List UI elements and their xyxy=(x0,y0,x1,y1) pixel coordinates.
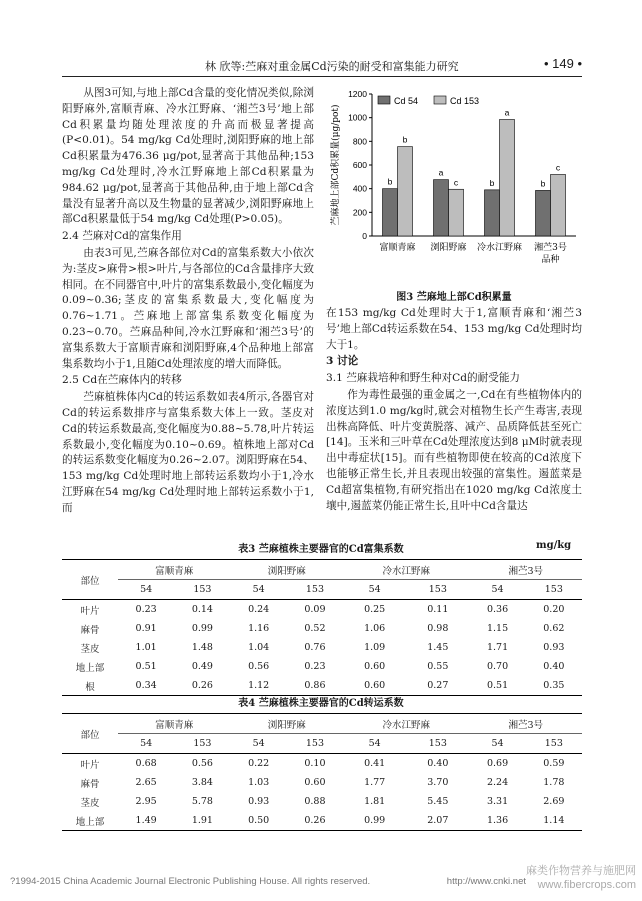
table-cell: 0.60 xyxy=(364,661,386,672)
concentration-header: 153 xyxy=(406,580,469,600)
significance-letter: b xyxy=(387,176,393,187)
table-cell: 1.04 xyxy=(248,642,270,653)
table-cell: 0.99 xyxy=(191,623,213,634)
table-cell: 0.20 xyxy=(543,604,565,615)
y-tick-label: 800 xyxy=(352,136,367,147)
table-row xyxy=(62,676,582,696)
table-cell: 0.60 xyxy=(304,777,326,788)
table-cell: 0.25 xyxy=(364,604,386,615)
significance-letter: a xyxy=(438,167,444,178)
table3-caption: 表3 苎麻植株主要器官的Cd富集系数 xyxy=(238,544,404,555)
x-tick-label: 浏阳野麻 xyxy=(430,243,467,253)
group-header: 富顺青麻 xyxy=(118,560,231,580)
y-tick-label: 600 xyxy=(352,160,367,170)
y-tick-label: 1000 xyxy=(348,112,367,123)
bar xyxy=(449,189,464,236)
bar xyxy=(551,174,566,236)
x-tick-label: 富顺青麻 xyxy=(379,243,416,253)
table-cell: 0.76 xyxy=(304,642,326,653)
page-number: • 149 • xyxy=(544,56,583,71)
table-cell: 0.40 xyxy=(427,758,449,769)
concentration-header: 153 xyxy=(526,580,582,600)
table-cell: 1.12 xyxy=(231,676,287,696)
concentration-header: 153 xyxy=(526,734,582,754)
concentration-header: 153 xyxy=(174,734,230,754)
group-header: 富顺青麻 xyxy=(118,714,231,734)
x-tick-label: 品种 xyxy=(541,255,560,265)
table-cell: 2.07 xyxy=(406,811,469,831)
concentration-header: 54 xyxy=(343,580,406,600)
group-header: 湘苎3号 xyxy=(469,714,582,734)
x-tick-label: 冷水江野麻 xyxy=(476,243,523,253)
table-cell: 5.78 xyxy=(191,796,213,807)
table-cell: 0.55 xyxy=(427,661,449,672)
significance-letter: b xyxy=(489,177,495,188)
table-cell: 0.50 xyxy=(231,811,287,831)
table-cell: 0.68 xyxy=(135,758,157,769)
paragraph: 从图3可知,与地上部Cd含量的变化情况类似,除浏阳野麻外,富顺青麻、冷水江野麻、‘湘苎3号’地上部Cd积累量均随处理浓度的升高而极显著提高(P<0.01)。54 mg/kg Cd处理时,浏阳野麻的地上部Cd积累量为476.36 μg/pot,显著高于其他品种;153 mg/kg Cd处理时,冷水江野麻地上部Cd积累量为984.62 μg/pot,显著高于其他品种,由于地上部Cd含量没有显著升高以及生物量的显著减少,浏阳野麻地上部Cd积累量低于54 mg/kg Cd处理(P>0.05)。 xyxy=(62,87,314,226)
row-label: 麻骨 xyxy=(80,624,100,636)
paragraph: 在153 mg/kg Cd处理时大于1,富顺青麻和‘湘苎3号’地上部Cd转运系数在54、153 mg/kg Cd处理时均大于1。 xyxy=(326,307,582,351)
table-cell: 0.24 xyxy=(248,604,270,615)
table-cell: 0.41 xyxy=(364,758,386,769)
bar xyxy=(485,190,500,236)
table-cell: 0.49 xyxy=(191,661,213,672)
row-label: 地上部 xyxy=(75,662,105,674)
bar xyxy=(536,190,551,236)
group-header: 湘苎3号 xyxy=(469,560,582,580)
header-title: 林 欣等:苎麻对重金属Cd污染的耐受和富集能力研究 xyxy=(205,60,459,73)
section-heading: 3 讨论 xyxy=(326,355,359,368)
x-tick-label: 湘苎3号 xyxy=(534,243,567,253)
table-cell: 0.98 xyxy=(427,623,449,634)
table-cell: 1.77 xyxy=(364,777,386,788)
figure-3-chart xyxy=(324,84,582,304)
table-4 xyxy=(62,713,582,831)
copyright-text: ?1994-2015 China Academic Journal Electronic Publishing House. All rights reserved. xyxy=(10,876,371,887)
table-cell: 0.51 xyxy=(135,661,157,672)
table-cell: 2.95 xyxy=(135,796,157,807)
table-row xyxy=(62,657,582,676)
y-tick-label: 0 xyxy=(362,231,367,241)
table-row xyxy=(62,619,582,638)
table-row xyxy=(62,600,582,620)
table-cell: 0.51 xyxy=(469,676,525,696)
table-cell: 1.78 xyxy=(543,777,565,788)
table-cell: 1.01 xyxy=(135,642,157,653)
table-cell: 0.14 xyxy=(191,604,213,615)
table-cell: 0.91 xyxy=(135,623,157,634)
row-label: 麻骨 xyxy=(80,778,100,790)
table-cell: 1.15 xyxy=(486,623,509,634)
significance-letter: a xyxy=(504,107,510,118)
watermark xyxy=(526,864,636,892)
table-cell: 0.40 xyxy=(543,661,565,672)
group-header: 冷水江野麻 xyxy=(343,560,469,580)
table-cell: 0.60 xyxy=(343,676,406,696)
bar xyxy=(434,180,449,236)
concentration-header: 54 xyxy=(231,734,287,754)
bar xyxy=(398,147,413,236)
row-label: 地上部 xyxy=(62,811,118,831)
table-cell: 0.11 xyxy=(427,604,449,615)
table-cell: 0.88 xyxy=(304,796,326,807)
concentration-header: 54 xyxy=(118,580,174,600)
table-cell: 0.52 xyxy=(304,623,326,634)
watermark-line1: 麻类作物营养与施肥网 xyxy=(526,865,636,877)
table-cell: 0.70 xyxy=(486,661,509,672)
row-label: 茎皮 xyxy=(80,797,100,809)
table-cell: 1.09 xyxy=(364,642,386,653)
section-heading: 2.5 Cd在苎麻体内的转移 xyxy=(62,374,182,387)
table-cell: 1.06 xyxy=(364,623,386,634)
table-cell: 0.69 xyxy=(486,758,509,769)
table-cell: 3.70 xyxy=(427,777,449,788)
table-cell: 2.65 xyxy=(135,777,157,788)
legend-swatch xyxy=(378,96,390,104)
table-row xyxy=(62,754,582,774)
table-cell: 1.16 xyxy=(248,623,270,634)
table-cell: 0.93 xyxy=(248,796,270,807)
row-label: 叶片 xyxy=(80,605,100,617)
table4-caption: 表4 苎麻植株主要器官的Cd转运系数 xyxy=(238,698,404,709)
legend-label: Cd 153 xyxy=(450,96,480,106)
bar xyxy=(383,189,398,236)
table-cell: 1.14 xyxy=(526,811,582,831)
table-cell: 0.22 xyxy=(248,758,270,769)
concentration-header: 54 xyxy=(231,580,287,600)
table-cell: 1.81 xyxy=(364,796,386,807)
left-column xyxy=(62,86,314,517)
table-cell: 3.84 xyxy=(191,777,213,788)
y-axis-label: 苎麻地上部Cd积累量(μg/pot) xyxy=(331,104,341,226)
table-cell: 0.34 xyxy=(118,676,174,696)
significance-letter: b xyxy=(402,134,408,145)
y-tick-label: 400 xyxy=(352,183,367,194)
paragraph: 由表3可见,苎麻各部位对Cd的富集系数大小依次为:茎皮>麻骨>根>叶片,与各部位的Cd含量排序大致相同。在不同器官中,叶片的富集系数最小,变化幅度为0.09~0.36;茎皮的富集系数最大,变化幅度为0.76~1.71。苎麻地上部富集系数变化幅度为0.23~0.70。苎麻品种间,冷水江野麻和‘湘苎3号’的富集系数大于富顺青麻和浏阳野麻,4个品种地上部富集系数均小于1,且随Cd处理浓度的增大而降低。 xyxy=(62,246,314,370)
concentration-header: 54 xyxy=(469,734,525,754)
section-heading: 2.4 苎麻对Cd的富集作用 xyxy=(62,230,182,243)
table-cell: 1.03 xyxy=(248,777,270,788)
significance-letter: c xyxy=(555,162,561,173)
table-cell: 0.99 xyxy=(343,811,406,831)
table-row xyxy=(62,792,582,811)
footer-url[interactable]: http://www.cnki.net xyxy=(446,876,526,887)
table-cell: 0.35 xyxy=(526,676,582,696)
table-cell: 0.23 xyxy=(304,661,326,672)
row-label: 根 xyxy=(62,676,118,696)
table-cell: 3.31 xyxy=(486,796,509,807)
concentration-header: 54 xyxy=(343,734,406,754)
table-cell: 5.45 xyxy=(427,796,449,807)
table-cell: 0.23 xyxy=(135,604,157,615)
table-cell: 0.36 xyxy=(486,604,509,615)
table-cell: 0.27 xyxy=(406,676,469,696)
legend-label: Cd 54 xyxy=(394,96,419,106)
header-rule xyxy=(62,76,582,77)
table-cell: 1.91 xyxy=(174,811,230,831)
paragraph: 作为毒性最强的重金属之一,Cd在有些植物体内的浓度达到1.0 mg/kg时,就会对植物生长产生毒害,表现出株高降低、叶片变黄脱落、减产、品质降低甚至死亡[14]。玉米和三叶草在Cd处理浓度达到8 μM时就表现出中毒症状[15]。而有些植物即使在较高的Cd浓度下也能够正常生长,并且表现出较强的富集性。遏蓝菜是Cd超富集植物,有研究指出在1020 mg/kg Cd浓度土壤中,遏蓝菜仍能正常生长,且叶中Cd含量达 xyxy=(326,388,582,512)
concentration-header: 54 xyxy=(469,580,525,600)
group-header: 浏阳野麻 xyxy=(231,560,344,580)
table-cell: 0.26 xyxy=(174,676,230,696)
bar xyxy=(500,119,515,236)
table-cell: 1.36 xyxy=(469,811,525,831)
watermark-line2: www.fibercrops.com xyxy=(537,879,636,891)
y-tick-label: 200 xyxy=(352,207,367,218)
table-cell: 0.62 xyxy=(543,623,565,634)
table-cell: 1.49 xyxy=(118,811,174,831)
row-label: 茎皮 xyxy=(80,643,100,655)
table-row xyxy=(62,811,582,831)
figure-caption: 图3 苎麻地上部Cd积累量 xyxy=(396,292,512,303)
table-cell: 0.26 xyxy=(287,811,343,831)
table-cell: 0.56 xyxy=(248,661,270,672)
table-cell: 0.93 xyxy=(543,642,565,653)
concentration-header: 153 xyxy=(174,580,230,600)
column-header: 部位 xyxy=(62,560,118,600)
table-cell: 1.45 xyxy=(427,642,449,653)
table-cell: 0.86 xyxy=(287,676,343,696)
right-column xyxy=(326,306,582,514)
table-3 xyxy=(62,559,582,696)
table-row xyxy=(62,638,582,657)
group-header: 冷水江野麻 xyxy=(343,714,469,734)
concentration-header: 153 xyxy=(287,580,343,600)
table-cell: 0.10 xyxy=(304,758,326,769)
paragraph: 苎麻植株体内Cd的转运系数如表4所示,各器官对Cd的转运系数排序与富集系数大体上一致。茎皮对Cd的转运系数最高,变化幅度为0.88~5.78,叶片转运系数最小,变化幅度为0.10~0.69。植株地上部对Cd的转运系数变化幅度为0.26~2.07。浏阳野麻在54、153 mg/kg Cd处理时地上部转运系数均小于1,冷水江野麻在54 mg/kg Cd处理时地上部转运系数小于1,而 xyxy=(62,391,314,514)
table-cell: 1.48 xyxy=(191,642,213,653)
section-heading: 3.1 苎麻栽培种和野生种对Cd的耐受能力 xyxy=(326,372,521,385)
table-row xyxy=(62,773,582,792)
concentration-header: 153 xyxy=(287,734,343,754)
table-cell: 0.56 xyxy=(191,758,213,769)
concentration-header: 153 xyxy=(406,734,469,754)
table-cell: 2.69 xyxy=(543,796,565,807)
column-header: 部位 xyxy=(62,714,118,754)
y-tick-label: 1200 xyxy=(348,89,367,99)
significance-letter: b xyxy=(540,178,546,189)
group-header: 浏阳野麻 xyxy=(231,714,344,734)
concentration-header: 54 xyxy=(118,734,174,754)
table3-unit: mg/kg xyxy=(536,540,572,551)
row-label: 叶片 xyxy=(80,759,100,771)
legend-swatch xyxy=(434,96,446,104)
table-cell: 0.59 xyxy=(543,758,565,769)
table-cell: 1.71 xyxy=(486,642,509,653)
table-cell: 2.24 xyxy=(486,777,509,788)
significance-letter: c xyxy=(453,177,459,188)
table-cell: 0.09 xyxy=(304,604,326,615)
